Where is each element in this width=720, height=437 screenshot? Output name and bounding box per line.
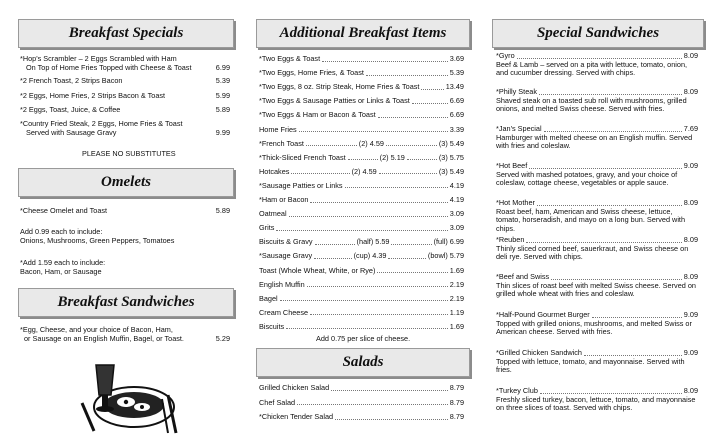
item-name: *Turkey Club (496, 386, 538, 395)
item-name: *Hot Beef (496, 161, 528, 170)
item-name: Chef Salad (259, 397, 296, 407)
item-price: 3.39 (449, 124, 464, 134)
item-price-small: (2) 4.59 (358, 138, 384, 148)
item-price: 2.19 (449, 293, 464, 303)
menu-item: *2 Eggs, Toast, Juice, & Coffee 5.89 (20, 105, 230, 114)
breakfast-sandwiches-title: Breakfast Sandwiches (57, 294, 195, 310)
menu-item (496, 349, 698, 375)
breakfast-plate-illustration (80, 355, 180, 435)
item-price: 3.09 (449, 223, 464, 233)
item-price: 1.69 (449, 265, 464, 275)
item-price: 4.19 (449, 195, 464, 204)
item-description: Freshly sliced turkey, bacon, lettuce, tomato, and mayonnaise on three slices of toast. Served with chips. (496, 394, 696, 413)
menu-item: *Hop's Scrambler – 2 Eggs Scrambled with Ham On Top of Home Fries Topped with Cheese & Toast 6.99 (20, 54, 230, 72)
item-name: *Two Eggs & Toast (259, 54, 321, 63)
item-price: 6.69 (449, 96, 464, 106)
menu-item (259, 252, 464, 261)
menu-item (496, 88, 698, 114)
item-price: 13.49 (445, 82, 464, 92)
menu-item (496, 52, 698, 78)
item-price: 8.79 (449, 412, 464, 421)
item-price: 4.19 (449, 180, 464, 190)
menu-item (259, 384, 464, 393)
item-name: *Chicken Tender Salad (259, 412, 334, 421)
item-price-small: (2) 5.19 (379, 152, 405, 162)
item-name: *Philly Steak (496, 87, 537, 96)
item-name: *Reuben (496, 235, 525, 244)
menu-item (259, 413, 464, 422)
item-price: (bowl) 5.79 (427, 251, 465, 261)
item-name: *Half-Pound Gourmet Burger (496, 310, 590, 319)
item-name: Oatmeal (259, 209, 287, 219)
menu-item (496, 387, 698, 413)
item-name: Toast (Whole Wheat, White, or Rye) (259, 265, 376, 275)
item-name: Hotcakes (259, 166, 290, 176)
menu-item (496, 125, 698, 151)
no-substitutes-note: PLEASE NO SUBSTITUTES (82, 149, 176, 158)
item-price: 9.09 (683, 161, 698, 170)
item-name: *Sausage Patties or Links (259, 180, 343, 190)
omelets-title: Omelets (101, 174, 151, 190)
menu-item (259, 83, 464, 92)
menu-item (259, 210, 464, 219)
item-price: 8.09 (683, 235, 698, 244)
item-name: *Ham or Bacon (259, 195, 309, 204)
item-price: 9.09 (683, 348, 698, 357)
menu-item (259, 309, 464, 318)
item-price: 8.09 (683, 51, 698, 60)
menu-item (259, 126, 464, 135)
additional-items-title: Additional Breakfast Items (279, 25, 447, 41)
item-name: *Two Eggs & Sausage Patties or Links & Toast (259, 96, 410, 106)
item-price: 3.69 (449, 54, 464, 63)
item-name: Home Fries (259, 124, 297, 134)
item-price: (3) 5.49 (438, 138, 465, 148)
item-description: Beef & Lamb – served on a pita with lettuce, tomato, onion, and cucumber dressing. Served with chips. (496, 59, 688, 78)
menu-item (259, 295, 464, 304)
item-price: 2.19 (449, 279, 464, 289)
item-name: *Jan's Special (496, 124, 542, 133)
item-description: Thinly sliced corned beef, sauerkraut, and Swiss cheese on deli rye. Served with chips. (496, 243, 689, 262)
item-description: Thin slices of roast beef with melted Swiss cheese. Served on grilled whole wheat with fries and coleslaw. (496, 280, 696, 299)
item-price: 8.09 (683, 272, 698, 281)
cheese-note: Add 0.75 per slice of cheese. (316, 334, 411, 343)
item-price: 3.09 (449, 209, 464, 219)
item-price: 1.19 (449, 307, 464, 317)
item-name: *Two Eggs & Ham or Bacon & Toast (259, 110, 376, 120)
menu-item (259, 154, 464, 163)
item-name: Cream Cheese (259, 307, 309, 317)
menu-item (259, 238, 464, 247)
special-sandwiches-header (492, 19, 704, 48)
special-sandwiches-title: Special Sandwiches (536, 25, 660, 41)
menu-item (259, 111, 464, 120)
breakfast-specials-header (18, 19, 234, 48)
menu-item (496, 311, 698, 337)
menu-item (259, 196, 464, 205)
item-description: Topped with lettuce, tomato, and mayonnaise. Served with fries. (496, 356, 685, 375)
item-price: 8.79 (449, 397, 464, 407)
item-name: *Two Eggs, Home Fries, & Toast (259, 68, 364, 78)
omelet-add-meat: *Add 1.59 each to include: Bacon, Ham, or Sausage (20, 258, 106, 276)
item-name: English Muffin (259, 279, 305, 289)
menu-item: *Country Fried Steak, 2 Eggs, Home Fries & Toast Served with Sausage Gravy 9.99 (20, 119, 230, 137)
item-price: 8.09 (683, 386, 698, 395)
item-description: Hamburger with melted cheese on an English muffin. Served with fries and coleslaw. (496, 132, 693, 151)
item-price-small: (cup) 4.39 (353, 251, 387, 261)
salads-title: Salads (342, 354, 384, 370)
menu-item: *2 French Toast, 2 Strips Bacon 5.39 (20, 76, 230, 85)
item-price: (full) 6.99 (433, 237, 464, 247)
menu-item: *Egg, Cheese, and your choice of Bacon, Ham, or Sausage on an English Muffin, Bagel, or Toast. 5.29 (20, 325, 230, 343)
menu-item (259, 168, 464, 177)
menu-item (259, 182, 464, 191)
item-description: Topped with grilled onions, mushrooms, and melted Swiss or American cheese. Served with fries. (496, 318, 692, 337)
menu-item (259, 399, 464, 408)
salads-header (256, 348, 470, 377)
menu-item (259, 224, 464, 233)
item-price: 9.09 (683, 310, 698, 319)
item-name: Grits (259, 223, 275, 233)
item-name: Biscuits (259, 321, 285, 331)
menu-item (259, 323, 464, 332)
menu-item (496, 199, 698, 233)
item-name: *Hot Mother (496, 198, 535, 207)
omelet-add-veggies: Add 0.99 each to include: Onions, Mushrooms, Green Peppers, Tomatoes (20, 227, 175, 245)
item-name: Bagel (259, 293, 278, 303)
item-price-small: (2) 4.59 (351, 166, 377, 176)
breakfast-sandwiches-header (18, 288, 234, 317)
item-price: 8.09 (683, 87, 698, 96)
menu-item (259, 140, 464, 149)
item-name: Biscuits & Gravy (259, 237, 313, 247)
menu-item (259, 267, 464, 276)
item-description: Shaved steak on a toasted sub roll with mushrooms, grilled onions, and melted Swiss cheese. Served with fries. (496, 95, 687, 114)
item-price: (3) 5.49 (438, 166, 465, 176)
item-name: *Gyro (496, 51, 515, 60)
menu-item (496, 273, 698, 299)
item-name: *Beef and Swiss (496, 272, 550, 281)
menu-item (259, 97, 464, 106)
menu-item (496, 162, 698, 188)
item-name: *French Toast (259, 138, 304, 148)
item-name: *Sausage Gravy (259, 251, 313, 261)
item-description: Served with mashed potatoes, gravy, and your choice of coleslaw, cottage cheese, vegetables or apple sauce. (496, 169, 678, 188)
item-name: *Thick-Sliced French Toast (259, 152, 346, 162)
omelets-header (18, 168, 234, 197)
breakfast-specials-title: Breakfast Specials (68, 25, 184, 41)
item-price: 8.79 (449, 383, 464, 392)
item-price: 8.09 (683, 198, 698, 207)
menu-item: *Cheese Omelet and Toast 5.89 (20, 206, 230, 215)
item-name: *Two Eggs, 8 oz. Strip Steak, Home Fries & Toast (259, 82, 420, 92)
menu-item (496, 236, 698, 262)
menu-item (259, 281, 464, 290)
menu-item: *2 Eggs, Home Fries, 2 Strips Bacon & Toast 5.99 (20, 91, 230, 100)
item-price-small: (half) 5.59 (356, 237, 390, 247)
item-price: (3) 5.75 (438, 152, 464, 162)
item-price: 5.39 (449, 68, 464, 78)
menu-item (259, 55, 464, 64)
menu-item (259, 69, 464, 78)
additional-items-header (256, 19, 470, 48)
item-price: 6.69 (449, 110, 464, 120)
item-price: 1.69 (449, 321, 464, 331)
item-name: Grilled Chicken Salad (259, 383, 330, 392)
item-description: Roast beef, ham, American and Swiss cheese, lettuce, tomato, horseradish, and mayo on a long bun. Served with chips. (496, 206, 686, 233)
item-name: *Grilled Chicken Sandwich (496, 348, 582, 357)
item-price: 7.69 (683, 124, 698, 133)
